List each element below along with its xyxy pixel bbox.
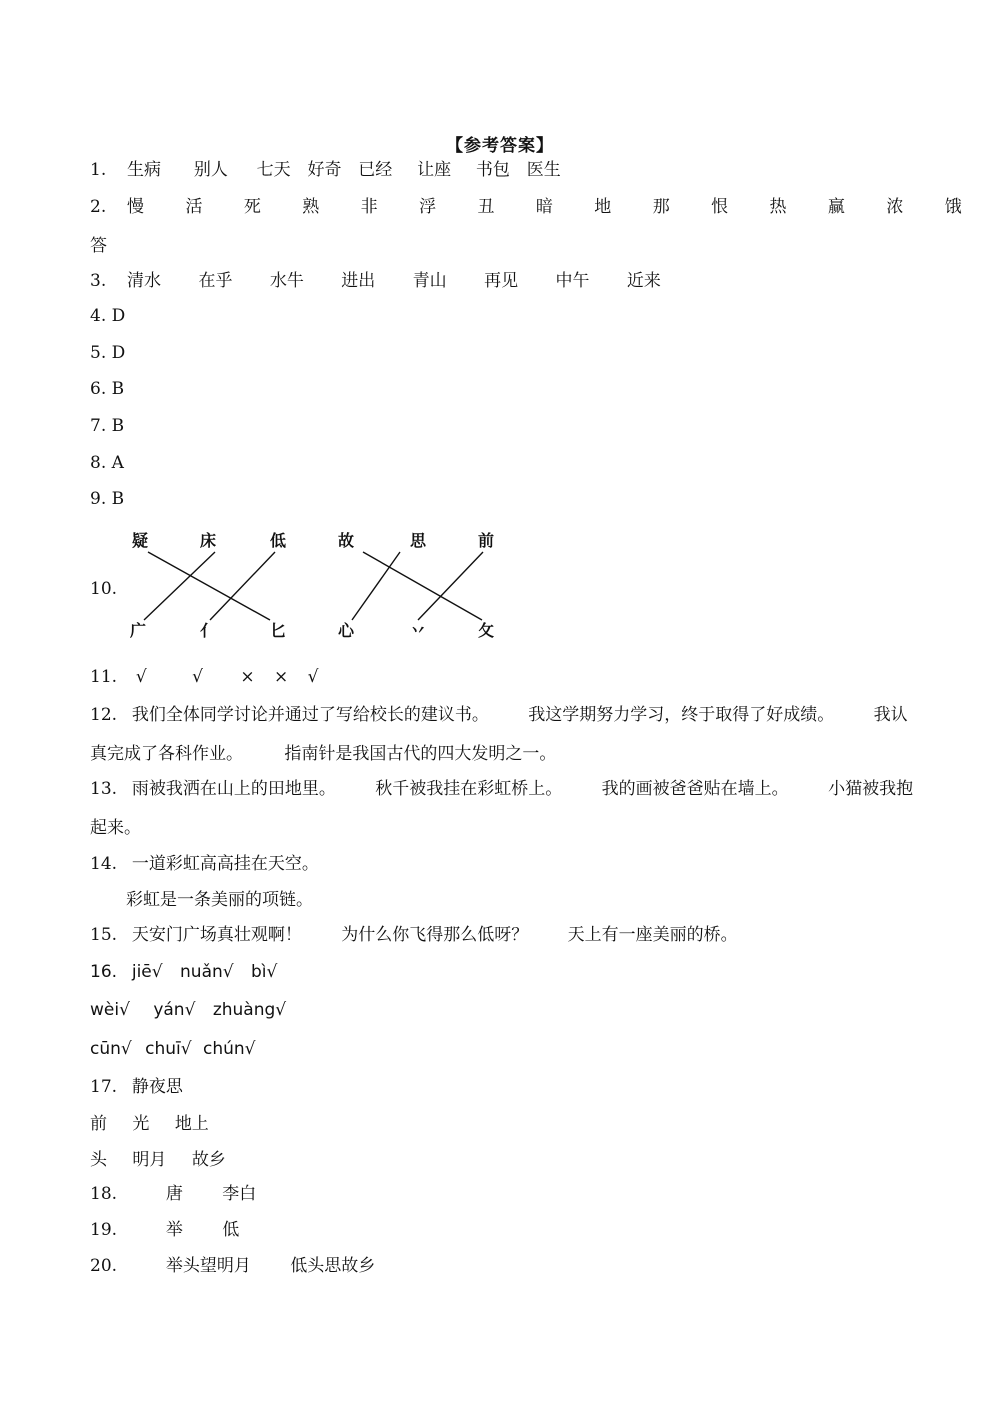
answer-char: 死 (243, 197, 261, 217)
answer-char: 慢 (127, 197, 145, 217)
answer-letter: D (111, 343, 126, 363)
question-number: 5. (90, 343, 107, 363)
judgment-mark: √ (307, 667, 319, 687)
question-number: 20. (90, 1256, 118, 1276)
question-number: 3. (90, 271, 107, 291)
answer-char: 恨 (711, 197, 729, 217)
match-bottom-char: 亻 (200, 621, 217, 640)
answer-2 (90, 196, 962, 218)
answer-word: 近来 (626, 271, 661, 291)
match-top-char: 床 (200, 531, 217, 550)
judgment-mark: × (274, 667, 289, 687)
match-bottom-char: 丷 (410, 621, 427, 640)
answer-word: 低 (222, 1220, 240, 1240)
question-number: 15. (90, 925, 118, 945)
answer-word: 七天 (256, 160, 291, 180)
answer-char: 浓 (886, 197, 904, 217)
pinyin-answer: chuī√ (145, 1039, 192, 1059)
question-number: 18. (90, 1184, 118, 1204)
sentence: 天安门广场真壮观啊！ (131, 925, 302, 945)
answer-word: 李白 (222, 1184, 257, 1204)
pinyin-answer: nuǎn√ (180, 962, 234, 982)
answer-word: 清水 (127, 271, 162, 291)
sentence: 我这学期努力学习，终于取得了好成绩。 (528, 705, 835, 725)
answer-14 (90, 853, 319, 875)
sentence: 为什么你飞得那么低呀？ (341, 925, 529, 945)
sentence: 小猫被我抱 (828, 779, 914, 799)
answer-word: 明月 (132, 1150, 167, 1170)
sentence: 彩虹是一条美丽的项链。 (126, 890, 313, 910)
question-number: 7. (90, 416, 107, 436)
answer-word: 地上 (174, 1114, 209, 1134)
sentence: 我的画被爸爸贴在墙上。 (601, 779, 789, 799)
match-bottom-char: 广 (130, 621, 147, 640)
judgment-mark: √ (135, 667, 147, 687)
answer-letter: D (111, 306, 126, 326)
answer-word: 医生 (526, 160, 561, 180)
answer-word: 中午 (555, 271, 590, 291)
match-line (363, 552, 482, 620)
question-number: 17. (90, 1077, 118, 1097)
pinyin-answer: chún√ (203, 1039, 256, 1059)
match-line (144, 552, 215, 620)
answer-word: 举 (165, 1220, 183, 1240)
matching-diagram (120, 528, 510, 643)
question-number: 1. (90, 160, 107, 180)
question-number: 19. (90, 1220, 118, 1240)
poem-title: 静夜思 (131, 1077, 183, 1097)
answer-17-row1 (90, 1113, 209, 1135)
answer-word: 进出 (341, 271, 376, 291)
answer-word: 唐 (165, 1184, 183, 1204)
answer-word: 别人 (193, 160, 228, 180)
answer-char: 熟 (302, 197, 320, 217)
answer-word: 青山 (412, 271, 447, 291)
answer-6 (90, 378, 124, 400)
answer-char: 热 (769, 197, 787, 217)
match-top-char: 前 (478, 531, 495, 550)
pinyin-answer: cūn√ (90, 1039, 132, 1059)
judgment-mark: × (240, 667, 255, 687)
answer-word: 已经 (358, 160, 393, 180)
question-number: 2. (90, 197, 107, 217)
match-line (148, 552, 270, 620)
question-number: 13. (90, 779, 118, 799)
answer-char: 暗 (535, 197, 553, 217)
answer-letter: B (111, 379, 125, 399)
answer-15 (90, 924, 738, 946)
match-line (418, 552, 483, 620)
answer-word: 在乎 (198, 271, 233, 291)
answer-word: 水牛 (269, 271, 304, 291)
sentence: 我们全体同学讨论并通过了写给校长的建议书。 (131, 705, 489, 725)
match-line (352, 552, 400, 620)
answer-char: 丑 (477, 197, 495, 217)
answer-3 (90, 270, 661, 292)
judgment-mark: √ (192, 667, 203, 687)
answer-11 (90, 666, 319, 688)
question-number: 11. (90, 667, 118, 687)
sentence: 指南针是我国古代的四大发明之一。 (284, 744, 557, 764)
answer-4 (90, 305, 125, 327)
answer-char: 赢 (827, 197, 845, 217)
question-number: 6. (90, 379, 107, 399)
question-number: 8. (90, 453, 107, 473)
answer-16-row3 (90, 1038, 256, 1060)
answer-letter: B (111, 489, 125, 509)
page-title: 【参考答案】 (446, 136, 554, 156)
sentence: 天上有一座美丽的桥。 (567, 925, 738, 945)
sentence: 秋千被我挂在彩虹桥上。 (375, 779, 563, 799)
match-bottom-char: 心 (338, 621, 355, 640)
sentence: 一道彩虹高高挂在天空。 (131, 854, 319, 874)
answer-1 (90, 159, 561, 181)
answer-word: 光 (132, 1114, 150, 1134)
answer-16 (90, 961, 277, 983)
answer-17 (90, 1076, 183, 1098)
answer-word: 再见 (484, 271, 519, 291)
answer-20 (90, 1255, 375, 1277)
pinyin-answer: zhuàng√ (212, 1000, 287, 1020)
answer-17-row2 (90, 1149, 226, 1171)
poem-line: 举头望明月 (165, 1256, 251, 1276)
question-number: 16. (90, 962, 118, 982)
answer-13 (90, 778, 913, 800)
question-number: 4. (90, 306, 107, 326)
answer-char: 活 (185, 197, 203, 217)
pinyin-answer: bì√ (251, 962, 278, 982)
match-bottom-char: 匕 (270, 621, 287, 640)
pinyin-answer: wèi√ (90, 1000, 130, 1020)
sentence: 起来。 (90, 818, 141, 838)
answer-19 (90, 1219, 239, 1241)
answer-5 (90, 342, 125, 364)
answer-letter: A (111, 453, 124, 473)
answer-word: 书包 (475, 160, 510, 180)
answer-char: 饿 (944, 197, 962, 217)
answer-char: 非 (360, 197, 378, 217)
answer-word: 前 (90, 1114, 107, 1134)
answer-word: 生病 (127, 160, 162, 180)
answer-word: 头 (90, 1150, 107, 1170)
answer-16-row2 (90, 999, 286, 1021)
answer-letter: B (111, 416, 125, 436)
answer-char: 浮 (419, 197, 437, 217)
answer-7 (90, 415, 124, 437)
answer-18 (90, 1183, 256, 1205)
match-top-char: 疑 (132, 531, 149, 550)
match-bottom-char: 攵 (478, 621, 495, 640)
answer-word: 好奇 (307, 160, 342, 180)
sentence: 我认 (873, 705, 908, 725)
question-number: 9. (90, 489, 107, 509)
answer-word: 让座 (417, 160, 452, 180)
question-number: 12. (90, 705, 118, 725)
question-number: 14. (90, 854, 118, 874)
answer-char: 那 (652, 197, 670, 217)
pinyin-answer: yán√ (153, 1000, 196, 1020)
match-top-char: 低 (270, 531, 287, 550)
poem-line: 低头思故乡 (290, 1256, 376, 1276)
answer-char: 答 (90, 236, 107, 256)
question-number: 10. (90, 579, 118, 599)
answer-char: 地 (594, 197, 612, 217)
answer-9 (90, 488, 124, 510)
answer-12 (90, 704, 908, 726)
match-line (210, 552, 275, 620)
answer-12-cont (90, 743, 556, 765)
sentence: 真完成了各科作业。 (90, 744, 243, 764)
answer-word: 故乡 (191, 1150, 226, 1170)
sentence: 雨被我洒在山上的田地里。 (131, 779, 336, 799)
answer-8 (90, 452, 124, 474)
pinyin-answer: jiē√ (131, 962, 163, 982)
match-top-char: 故 (338, 531, 355, 550)
match-top-char: 思 (410, 531, 427, 550)
